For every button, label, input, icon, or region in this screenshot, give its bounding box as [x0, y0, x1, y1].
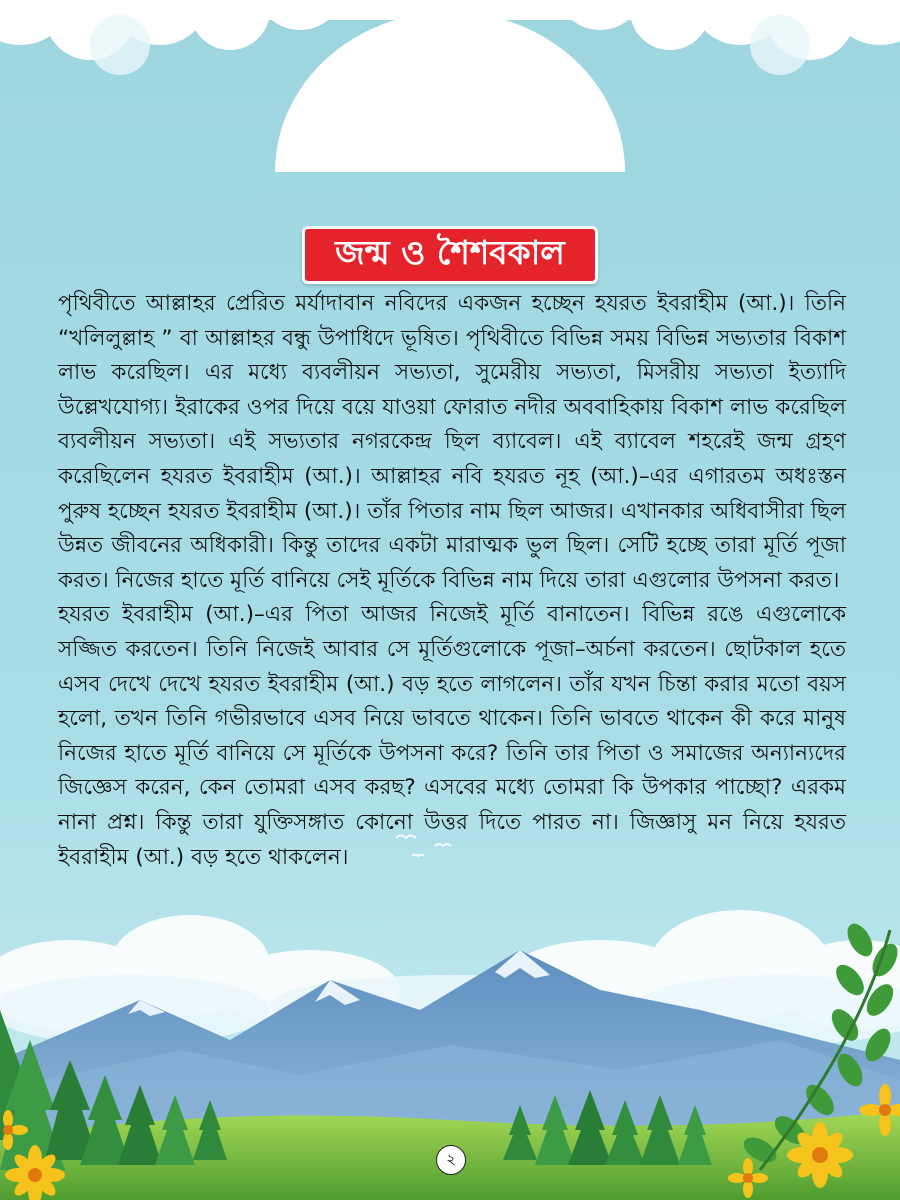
title-area	[0, 226, 900, 284]
paragraph-2: হযরত ইবরাহীম (আ.)–এর পিতা আজর নিজেই মূর্তি বানাতেন। বিভিন্ন রঙে এগুলোকে সজ্জিত করতেন। তিনি নিজেই আবার সে মূর্তিগুলোকে পূজা–অর্চনা করতেন। ছোটকাল হতে এসব দেখে দেখে হযরত ইবরাহীম (আ.) বড় হতে লাগলেন। তাঁর যখন চিন্তা করার মতো বয়স হলো, তখন তিনি গভীরভাবে এসব নিয়ে ভাবতে থাকেন। তিনি ভাবতে থাকেন কী করে মানুষ নিজের হাতে মূর্তি বানিয়ে সে মূর্তিকে উপসনা করে? তিনি তার পিতা ও সমাজের অন্যান্যদের জিজ্ঞেস করেন, কেন তোমরা এসব করছ? এসবের মধ্যে তোমরা কি উপকার পাচ্ছো? এরকম নানা প্রশ্ন। কিন্তু তারা যুক্তিসঙ্গাত কোনো উত্তর দিতে পারত না। জিজ্ঞাসু মন নিয়ে হযরত ইবরাহীম (আ.) বড় হতে থাকলেন।	[58, 602, 846, 870]
page-title: জন্ম ও শৈশবকাল	[335, 233, 565, 272]
title-badge	[302, 226, 598, 284]
page-number: ২	[436, 1145, 466, 1175]
body-text	[58, 287, 846, 875]
paragraph-1: পৃথিবীতে আল্লাহর প্রেরিত মর্যাদাবান নবিদের একজন হচ্ছেন হযরত ইবরাহীম (আ.)। তিনি “খলিলুল্লাহ ” বা আল্লাহর বন্ধু উপাধিদে ভূষিত। পৃথিবীতে বিভিন্ন সময় বিভিন্ন সভ্যতার বিকাশ লাভ করেছিল। এর মধ্যে ব্যবলীয়ন সভ্যতা, সুমেরীয় সভ্যতা, মিসরীয় সভ্যতা ইত্যাদি উল্লেখযোগ্য। ইরাকের ওপর দিয়ে বয়ে যাওয়া ফোরাত নদীর অববাহিকায় বিকাশ লাভ করেছিল ব্যবলীয়ন সভ্যতা। এই সভ্যতার নগরকেন্দ্র ছিল ব্যাবেল। এই ব্যাবেল শহরেই জন্ম গ্রহণ করেছিলেন হযরত ইবরাহীম (আ.)। আল্লাহর নবি হযরত নূহ (আ.)–এর এগারতম অধঃস্তন পুরুষ হচ্ছেন হযরত ইবরাহীম (আ.)। তাঁর পিতার নাম ছিল আজর। এখানকার অধিবাসীরা ছিল উন্নত জীবনের অধিকারী। কিন্তু তাদের একটা মারাত্মক ভুল ছিল। সেটি হচ্ছে তারা মূর্তি পূজা করত। নিজের হাতে মূর্তি বানিয়ে সেই মূর্তিকে বিভিন্ন নাম দিয়ে তারা এগুলোর উপসনা করত।	[58, 291, 846, 593]
